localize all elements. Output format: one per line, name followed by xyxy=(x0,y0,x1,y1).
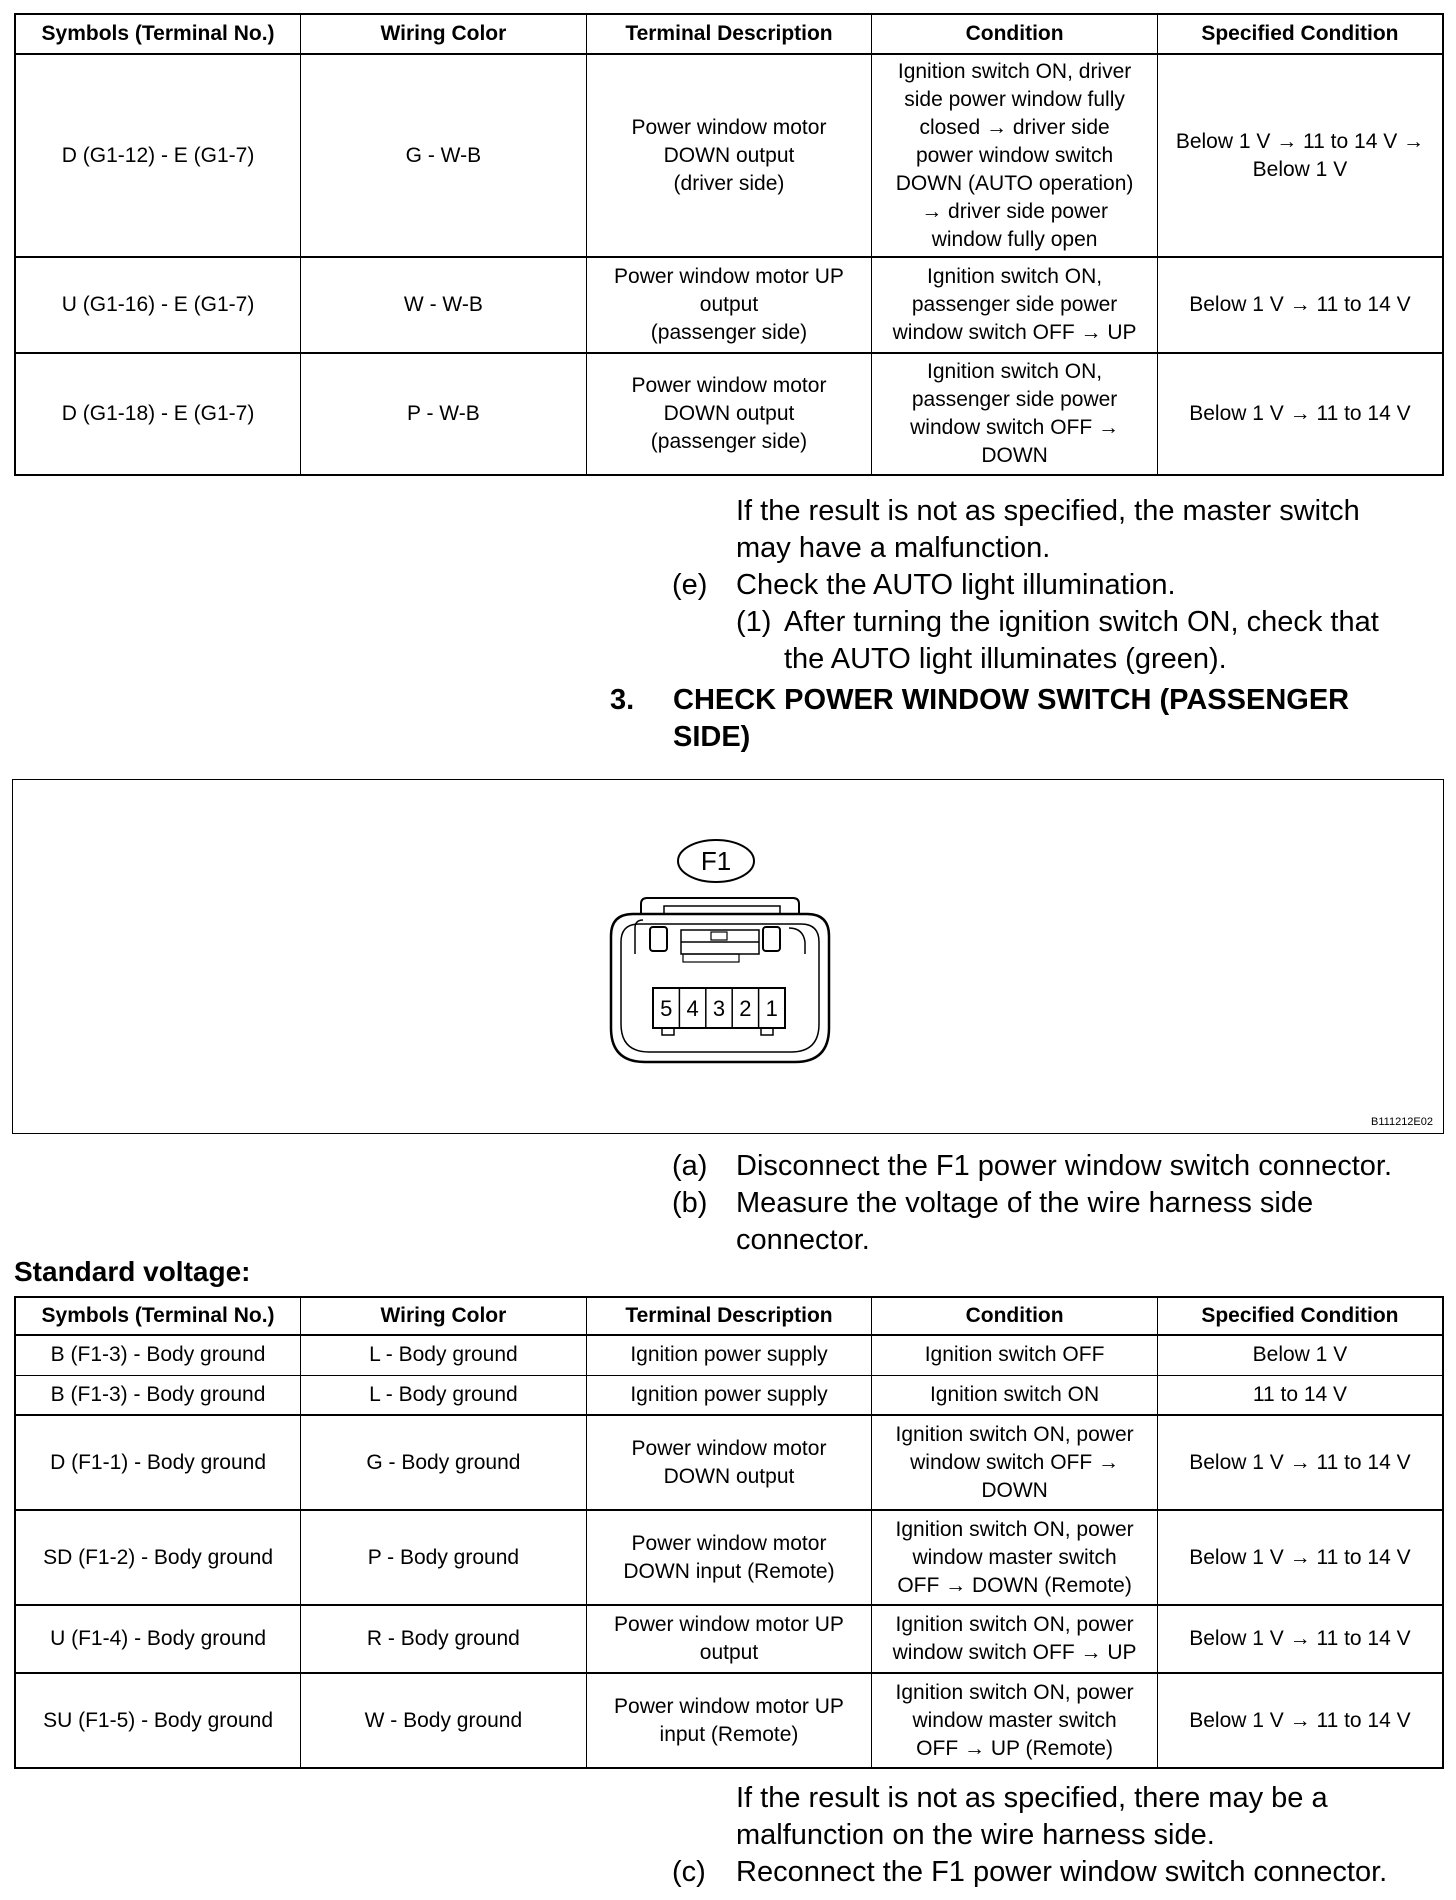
col-header-condition: Condition xyxy=(872,14,1158,54)
cell-wiring: R - Body ground xyxy=(301,1605,587,1673)
cell-description xyxy=(586,54,872,257)
cell-condition: Ignition switch OFF xyxy=(872,1335,1158,1375)
cell-condition xyxy=(872,257,1158,353)
cell-specified: Below 1 V xyxy=(1157,1335,1443,1375)
col-header-description: Terminal Description xyxy=(586,14,872,54)
cell-condition xyxy=(872,54,1158,257)
col-header-description: Terminal Description xyxy=(586,1297,872,1335)
cell-wiring: G - Body ground xyxy=(301,1415,587,1510)
cell-specified xyxy=(1157,54,1443,257)
step-e1-line1: After turning the ignition switch ON, check that xyxy=(784,606,1379,638)
cell-description-text: Power window motor DOWN output (passenger side) xyxy=(631,374,827,453)
cell-description xyxy=(586,353,872,475)
cell-symbol: D (G1-18) - E (G1-7) xyxy=(15,353,301,475)
col-header-wiring: Wiring Color xyxy=(301,14,587,54)
cell-wiring: W - Body ground xyxy=(301,1673,587,1768)
left-lock-tab xyxy=(650,927,667,951)
cell-description: Ignition power supply xyxy=(586,1375,872,1415)
cell-specified: Below 1 V → 11 to 14 V xyxy=(1157,1673,1443,1768)
cell-condition xyxy=(872,1605,1158,1673)
cell-description xyxy=(586,1605,872,1673)
cell-wiring: P - Body ground xyxy=(301,1510,587,1605)
section-heading-line2: SIDE) xyxy=(673,721,751,753)
cell-description-text: Power window motor UP output (passenger side) xyxy=(614,265,844,344)
connector-figure xyxy=(12,779,1444,1134)
step-b-label: (b) xyxy=(672,1187,708,1219)
col-header-specified: Specified Condition xyxy=(1157,1297,1443,1335)
cell-wiring: G - W-B xyxy=(301,54,587,257)
col-header-condition: Condition xyxy=(872,1297,1158,1335)
connector-label: F1 xyxy=(700,846,732,876)
cell-description-text: Power window motor UP input (Remote) xyxy=(614,1694,844,1746)
cell-condition-text: Ignition switch ON, driver side power window fully closed → driver side power window switch DOWN (AUTO operation) → driver side power window fully open xyxy=(895,59,1134,251)
table-row xyxy=(15,1510,1443,1605)
cell-condition xyxy=(872,1415,1158,1510)
pin-number-3: 3 xyxy=(712,996,726,1021)
cell-description xyxy=(586,257,872,353)
cell-condition xyxy=(872,1673,1158,1768)
cell-condition: Ignition switch ON xyxy=(872,1375,1158,1415)
cell-description xyxy=(586,1510,872,1605)
cell-description-text: Power window motor UP output xyxy=(614,1613,844,1664)
cell-description-text: Power window motor DOWN output xyxy=(631,1436,827,1488)
cell-description-text: Power window motor DOWN input (Remote) xyxy=(623,1531,835,1583)
cell-symbol: U (F1-4) - Body ground xyxy=(15,1605,301,1673)
standard-voltage-title: Standard voltage: xyxy=(14,1256,251,1287)
step-e-text: Check the AUTO light illumination. xyxy=(736,569,1176,601)
cell-description-text: Power window motor DOWN output (driver side) xyxy=(631,115,827,195)
cell-condition xyxy=(872,353,1158,475)
cell-specified-text: Below 1 V → 11 to 14 V xyxy=(1189,402,1411,425)
cell-symbol: SD (F1-2) - Body ground xyxy=(15,1510,301,1605)
col-header-specified: Specified Condition xyxy=(1157,14,1443,54)
cell-specified: 11 to 14 V xyxy=(1157,1375,1443,1415)
table-row xyxy=(15,1375,1443,1415)
right-lock-tab xyxy=(763,927,780,951)
table-row xyxy=(15,257,1443,353)
section-heading-line1: CHECK POWER WINDOW SWITCH (PASSENGER xyxy=(673,684,1350,716)
cell-symbol: U (G1-16) - E (G1-7) xyxy=(15,257,301,353)
connector-diagram xyxy=(13,780,1445,1135)
cell-condition-text: Ignition switch ON, power window switch OFF → UP xyxy=(892,1613,1137,1664)
result-note-line1: If the result is not as specified, the master switch xyxy=(736,495,1360,527)
cell-description xyxy=(586,1673,872,1768)
cell-condition-text: Ignition switch ON, power window master switch OFF → DOWN (Remote) xyxy=(895,1517,1134,1597)
cell-description xyxy=(586,1415,872,1510)
table-row xyxy=(15,1335,1443,1375)
step-e1-line2: the AUTO light illuminates (green). xyxy=(784,643,1227,675)
col-header-wiring: Wiring Color xyxy=(301,1297,587,1335)
cell-specified xyxy=(1157,257,1443,353)
pin-number-5: 5 xyxy=(660,996,673,1021)
cell-wiring: W - W-B xyxy=(301,257,587,353)
col-header-symbols: Symbols (Terminal No.) xyxy=(15,14,301,54)
cell-symbol: D (G1-12) - E (G1-7) xyxy=(15,54,301,257)
step-b-line1: Measure the voltage of the wire harness side xyxy=(736,1187,1314,1219)
cell-specified-text: Below 1 V → 11 to 14 V xyxy=(1189,293,1411,316)
table-row xyxy=(15,1415,1443,1510)
cell-wiring: L - Body ground xyxy=(301,1335,587,1375)
table-row xyxy=(15,1673,1443,1768)
cell-symbol: D (F1-1) - Body ground xyxy=(15,1415,301,1510)
cell-specified xyxy=(1157,353,1443,475)
harness-note-line1: If the result is not as specified, there may be a xyxy=(736,1782,1328,1814)
cell-wiring: P - W-B xyxy=(301,353,587,475)
harness-note-line2: malfunction on the wire harness side. xyxy=(736,1819,1215,1851)
section-number: 3. xyxy=(610,684,635,716)
step-c-text: Reconnect the F1 power window switch connector. xyxy=(736,1856,1388,1888)
col-header-symbols: Symbols (Terminal No.) xyxy=(15,1297,301,1335)
figure-code: B111212E02 xyxy=(1371,1116,1433,1128)
cell-specified: Below 1 V → 11 to 14 V xyxy=(1157,1510,1443,1605)
step-c-label: (c) xyxy=(672,1856,706,1888)
step-a-text: Disconnect the F1 power window switch connector. xyxy=(736,1150,1393,1182)
cell-condition xyxy=(872,1510,1158,1605)
cell-specified: Below 1 V → 11 to 14 V xyxy=(1157,1415,1443,1510)
table-row xyxy=(15,54,1443,257)
cell-condition-text: Ignition switch ON, passenger side power window switch OFF → DOWN xyxy=(910,360,1120,467)
pin-number-1: 1 xyxy=(765,996,778,1021)
cell-condition-text: Ignition switch ON, power window switch OFF → DOWN xyxy=(895,1422,1134,1502)
step-e1-label: (1) xyxy=(736,606,772,638)
result-note-line2: may have a malfunction. xyxy=(736,532,1051,564)
cell-symbol: B (F1-3) - Body ground xyxy=(15,1335,301,1375)
step-b-line2: connector. xyxy=(736,1224,870,1256)
cell-condition-text: Ignition switch ON, passenger side power window switch OFF → UP xyxy=(892,265,1137,344)
table-row xyxy=(15,1605,1443,1673)
voltage-table-f1 xyxy=(14,1296,1444,1769)
pin-number-2: 2 xyxy=(739,996,752,1021)
cell-specified: Below 1 V → 11 to 14 V xyxy=(1157,1605,1443,1673)
pin-cells xyxy=(660,988,778,1028)
table-row xyxy=(15,353,1443,475)
cell-condition-text: Ignition switch ON, power window master switch OFF → UP (Remote) xyxy=(895,1680,1134,1760)
cell-description: Ignition power supply xyxy=(586,1335,872,1375)
step-a-label: (a) xyxy=(672,1150,708,1182)
pin-number-4: 4 xyxy=(686,996,699,1021)
cell-wiring: L - Body ground xyxy=(301,1375,587,1415)
cell-specified-text: Below 1 V → 11 to 14 V → Below 1 V xyxy=(1175,129,1425,181)
voltage-table-g1 xyxy=(14,13,1444,476)
step-e-label: (e) xyxy=(672,569,708,601)
cell-symbol: SU (F1-5) - Body ground xyxy=(15,1673,301,1768)
cell-symbol: B (F1-3) - Body ground xyxy=(15,1375,301,1415)
